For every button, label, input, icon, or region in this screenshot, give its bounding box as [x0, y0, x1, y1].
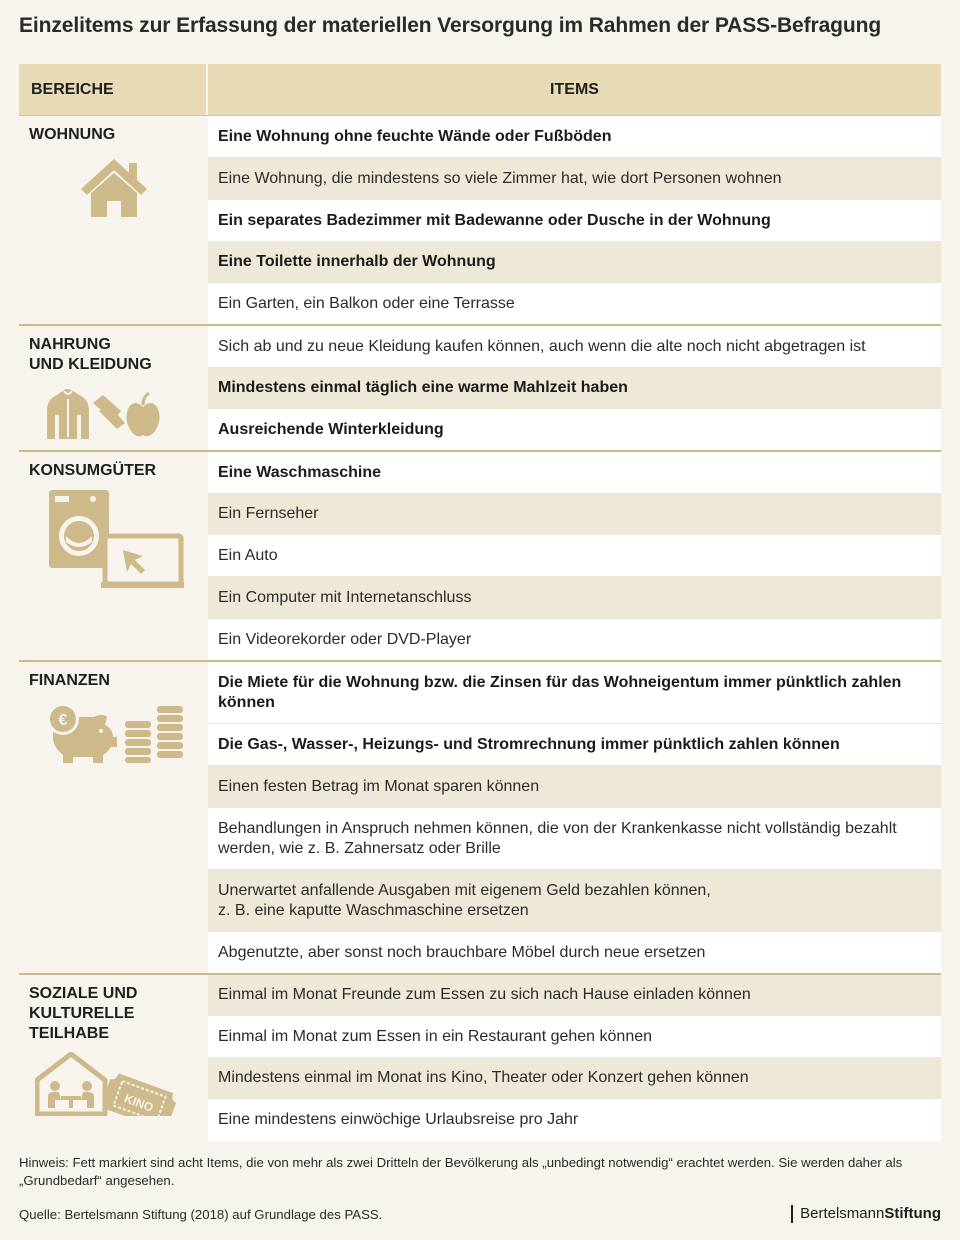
bertelsmann-logo: [791, 1205, 941, 1223]
item-text: Ein Garten, ein Balkon oder eine Terrasse: [218, 294, 515, 312]
item-text: Behandlungen in Anspruch nehmen können, die von der Krankenkasse nicht vollständig bezahlt werden, wie z. B. Zahnersatz oder Brille: [218, 819, 897, 857]
item-row: [208, 242, 941, 283]
items-list: [208, 116, 941, 324]
house-icon: [79, 157, 206, 219]
svg-text:€: €: [58, 712, 68, 729]
category-label: WOHNUNG: [29, 126, 116, 143]
category-cell: [19, 975, 208, 1141]
item-row: [208, 724, 941, 766]
section-wohnung: [19, 116, 941, 326]
item-row: [208, 494, 941, 535]
item-text: Einmal im Monat zum Essen in ein Restaurant gehen können: [218, 1027, 653, 1045]
section-finanzen: [19, 662, 941, 975]
item-text: Einmal im Monat Freunde zum Essen zu sich nach Hause einladen können: [218, 986, 751, 1003]
section-nahrung-kleidung: [19, 326, 941, 452]
page-title: Einzelitems zur Erfassung der materiellen Versorgung im Rahmen der PASS-Befragung: [19, 14, 882, 37]
item-text: Die Miete für die Wohnung bzw. die Zinsen für das Wohneigentum immer pünktlich zahlen können: [218, 673, 902, 711]
items-table: [19, 64, 941, 1141]
item-text: Ausreichende Winterkleidung: [218, 420, 444, 438]
items-list: [208, 662, 941, 973]
logo-part2: Stiftung: [884, 1205, 941, 1222]
item-row: [208, 662, 941, 724]
category-label: KONSUMGÜTER: [29, 462, 157, 479]
items-list: [208, 326, 941, 450]
dinner-guests-and-ticket-icon: [35, 1052, 206, 1116]
item-row: [208, 200, 941, 242]
item-row: [208, 1016, 941, 1058]
item-row: [208, 766, 941, 808]
washing-machine-and-laptop-icon: [49, 490, 206, 588]
logo-part1: Bertelsmann: [800, 1205, 885, 1222]
item-text: Unerwartet anfallende Ausgaben mit eigenem Geld bezahlen können, z. B. eine kaputte Waschmaschine ersetzen: [218, 881, 711, 919]
clothing-and-apple-icon: [37, 385, 206, 441]
items-list: [208, 975, 941, 1141]
item-row: [208, 535, 941, 577]
item-text: Ein Fernseher: [218, 505, 319, 522]
table-header: [19, 64, 941, 116]
header-items: ITEMS: [550, 80, 599, 98]
category-cell: [19, 116, 208, 324]
item-row: [208, 619, 941, 660]
item-text: Sich ab und zu neue Kleidung kaufen können, auch wenn die alte noch nicht abgetragen ist: [218, 337, 866, 355]
item-row: [208, 158, 941, 200]
item-text: Mindestens einmal im Monat ins Kino, Theater oder Konzert gehen können: [218, 1069, 749, 1086]
category-cell: [19, 452, 208, 660]
items-list: [208, 452, 941, 660]
item-row: [208, 283, 941, 324]
item-text: Mindestens einmal täglich eine warme Mahlzeit haben: [218, 379, 628, 396]
item-row: [208, 870, 941, 932]
item-text: Eine mindestens einwöchige Urlaubsreise pro Jahr: [218, 1111, 579, 1128]
category-label: SOZIALE UND KULTURELLE TEILHABE: [29, 985, 138, 1042]
category-label: FINANZEN: [29, 672, 110, 689]
category-cell: [19, 326, 208, 450]
item-text: Ein Videorekorder oder DVD-Player: [218, 630, 472, 648]
item-text: Ein Auto: [218, 546, 278, 564]
category-cell: [19, 662, 208, 973]
item-row: [208, 1099, 941, 1141]
item-text: Eine Toilette innerhalb der Wohnung: [218, 253, 496, 270]
section-konsumgueter: [19, 452, 941, 662]
item-row: [208, 975, 941, 1016]
item-row: [208, 452, 941, 494]
item-text: Ein separates Badezimmer mit Badewanne oder Dusche in der Wohnung: [218, 211, 771, 229]
item-text: Eine Waschmaschine: [218, 463, 382, 481]
item-row: [208, 368, 941, 409]
item-row: [208, 1058, 941, 1099]
item-row: [208, 932, 941, 973]
header-areas: BEREICHE: [19, 64, 208, 115]
section-teilhabe: [19, 975, 941, 1141]
item-text: Die Gas-, Wasser-, Heizungs- und Stromrechnung immer pünktlich zahlen können: [218, 735, 840, 753]
item-row: [208, 326, 941, 368]
item-text: Ein Computer mit Internetanschluss: [218, 588, 472, 606]
item-row: [208, 409, 941, 450]
source-line: Quelle: Bertelsmann Stiftung (2018) auf Grundlage des PASS.: [19, 1207, 383, 1222]
category-label: NAHRUNG UND KLEIDUNG: [29, 336, 152, 373]
item-text: Einen festen Betrag im Monat sparen können: [218, 777, 540, 795]
item-text: Eine Wohnung, die mindestens so viele Zimmer hat, wie dort Personen wohnen: [218, 169, 782, 187]
item-row: [208, 116, 941, 158]
item-text: Eine Wohnung ohne feuchte Wände oder Fußböden: [218, 127, 612, 145]
ticket-label: KINO: [122, 1091, 156, 1115]
footnote: Hinweis: Fett markiert sind acht Items, die von mehr als zwei Dritteln der Bevölkerung als „unbedingt notwendig“ erachtet werden. Sie werden daher als „Grundbedarf“ angesehen.: [19, 1155, 903, 1188]
item-text: Abgenutzte, aber sonst noch brauchbare Möbel durch neue ersetzen: [218, 943, 706, 961]
item-row: [208, 577, 941, 619]
piggy-bank-and-coins-icon: [45, 701, 206, 763]
item-row: [208, 808, 941, 870]
